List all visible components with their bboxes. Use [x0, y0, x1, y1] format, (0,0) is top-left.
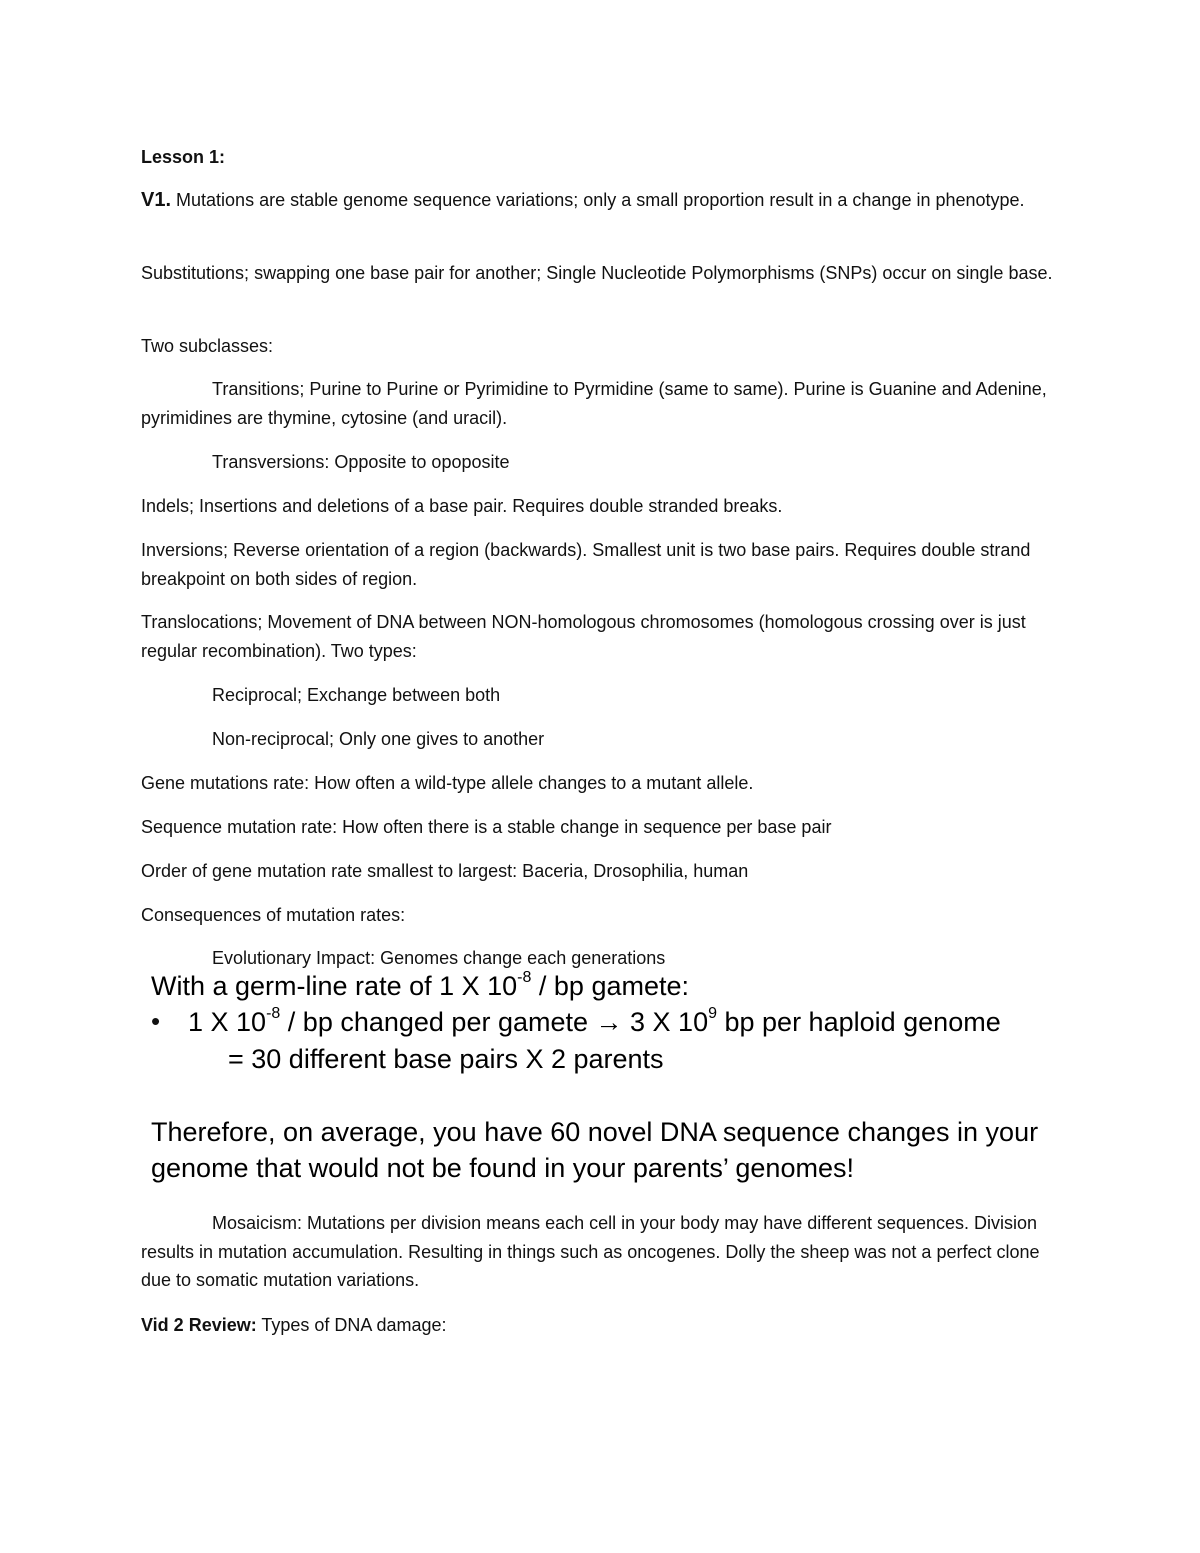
- order-paragraph: Order of gene mutation rate smallest to largest: Baceria, Drosophilia, human: [141, 861, 749, 881]
- v1-label: V1.: [141, 189, 172, 211]
- vid2-label: Vid 2 Review:: [141, 1315, 257, 1335]
- mosaicism-paragraph: Mosaicism: Mutations per division means each cell in your body may have different sequences. Division results in mutation accumulation. Resulting in things such as oncogenes. Dolly the sheep was not a perfect clone due to somatic mutation variations.: [141, 1213, 1040, 1290]
- transversions-paragraph: Transversions: Opposite to opoposite: [212, 452, 510, 472]
- substitutions-paragraph: Substitutions; swapping one base pair for another; Single Nucleotide Polymorphisms (SNPs) occur on single base.: [141, 263, 1053, 283]
- translocations-paragraph: Translocations; Movement of DNA between NON-homologous chromosomes (homologous crossing over is just regular recombination). Two types:: [141, 612, 1026, 661]
- slide-line-germline-rate: With a germ-line rate of 1 X $10^{-8}$ / bp gamete:: [151, 969, 690, 1001]
- vid2-text: Types of DNA damage:: [256, 1315, 447, 1335]
- right-arrow-icon: →: [595, 1007, 623, 1037]
- v1-text: Mutations are stable genome sequence variations; only a small proportion result in a change in phenotype.: [171, 190, 1025, 210]
- transitions-paragraph: Transitions; Purine to Purine or Pyrimidine to Pyrmidine (same to same). Purine is Guanine and Adenine, pyrimidines are thymine, cytosine (and uracil).: [141, 379, 1047, 428]
- indels-paragraph: Indels; Insertions and deletions of a base pair. Requires double stranded breaks.: [141, 496, 783, 516]
- sequence-mutation-rate-paragraph: Sequence mutation rate: How often there is a stable change in sequence per base pair: [141, 817, 832, 837]
- lesson-heading: Lesson 1:: [141, 147, 226, 167]
- two-subclasses-label: Two subclasses:: [141, 336, 274, 356]
- vid2-paragraph: [141, 1311, 1061, 1340]
- reciprocal-item: Reciprocal; Exchange between both: [212, 685, 501, 705]
- slide-bullet: •: [151, 1006, 161, 1036]
- slide-line-per-gamete: 1 X $10^{-8}$ / bp changed per gamete → 3 X $10^9$ bp per haploid genome: [188, 1005, 1001, 1037]
- non-reciprocal-item: Non-reciprocal; Only one gives to another: [212, 729, 545, 749]
- v1-paragraph: [141, 186, 1061, 215]
- consequences-label: Consequences of mutation rates:: [141, 905, 406, 925]
- slide-line-genome: genome that would not be found in your parents’ genomes!: [151, 1153, 854, 1183]
- inversions-paragraph: Inversions; Reverse orientation of a region (backwards). Smallest unit is two base pairs. Requires double strand breakpoint on both sides of region.: [141, 540, 1031, 589]
- slide-line-30-base-pairs: = 30 different base pairs X 2 parents: [228, 1044, 664, 1074]
- evolutionary-impact-item: Evolutionary Impact: Genomes change each generations: [212, 948, 666, 968]
- slide-line-therefore: Therefore, on average, you have 60 novel DNA sequence changes in your: [151, 1117, 1039, 1147]
- gene-mutation-rate-paragraph: Gene mutations rate: How often a wild-type allele changes to a mutant allele.: [141, 773, 754, 793]
